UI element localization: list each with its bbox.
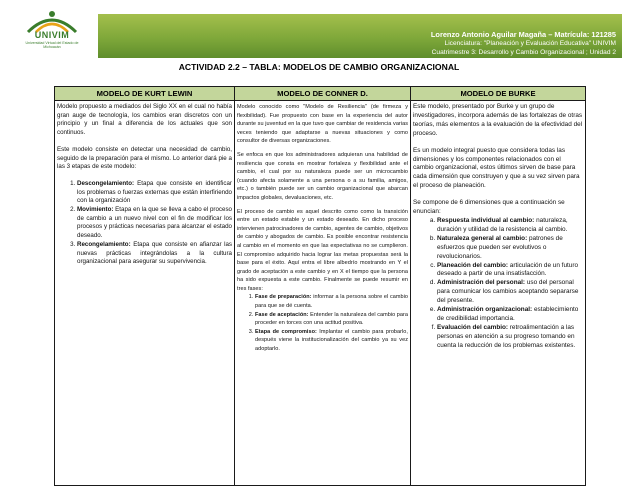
item-term: Movimiento:	[77, 206, 114, 214]
item-text: patrones de esfuerzos que pueden ser evolutivos o revolucionarios.	[437, 234, 563, 260]
item-text: retroalimentación a las personas en atención a su progreso tomando en cuenta la reducción de los problemas existentes.	[437, 323, 576, 349]
column-conner	[235, 87, 411, 485]
item-term: Administración organizacional:	[437, 306, 533, 314]
document-title: ACTIVIDAD 2.2 – TABLA: MODELOS DE CAMBIO ORGANIZACIONAL	[178, 62, 460, 72]
logo-subtitle: Universidad Virtual del Estado de Michoacán	[25, 41, 79, 49]
column-heading: MODELO DE BURKE	[411, 87, 585, 101]
paragraph: Se enfoca en que los administradores adquieran una habilidad de resiliencia que consta en mostrar fortaleza y flexibilidad ante el cambio, el cual por su naturaleza puede ser un microcambio (cuando afecta solamente a una persona o a su familia, amigos, etc.) o también puede ser un cambio organizacional que abarcan impactos globales, devaluaciones, etc.	[237, 151, 408, 201]
item-text: informar a la persona sobre el cambio para que se dé cuenta.	[255, 294, 408, 310]
column-heading: MODELO DE KURT LEWIN	[55, 87, 234, 101]
item-text: articulación de un futuro deseado a partir de una insatisfacción.	[437, 261, 579, 278]
item-text: uso del personal para comunicar los cambios aceptando separarse del presente.	[437, 279, 579, 305]
paragraph: Este modelo consiste en detectar una necesidad de cambio, seguido de la preparación para el mismo. Lo anterior dará pie a las 3 etapas de este modelo:	[57, 145, 232, 171]
list-item	[255, 311, 408, 328]
list-item	[77, 241, 232, 267]
header-banner	[98, 14, 622, 66]
logo-text: UNIVIM	[34, 30, 70, 40]
page-header	[0, 0, 638, 66]
item-text: Etapa en la que se lleva a cabo el proceso de cambio a un nuevo nivel con el fin de modificar los procesos y prácticas necesarias para alcanzar el estado deseado.	[77, 206, 232, 240]
item-text: Etapa que consiste en afianzar las nuevas prácticas integrándolas a la cultura organizacional para asegurar su supervivencia.	[77, 240, 232, 266]
item-term: Descongelamiento:	[77, 179, 135, 187]
list-item	[77, 206, 232, 241]
column-body	[411, 101, 585, 351]
item-term: Respuesta individual al cambio:	[437, 216, 535, 224]
term-line: Cuatrimestre 3: Desarrollo y Cambio Organizacional ; Unidad 2	[431, 49, 616, 57]
models-table	[54, 86, 586, 486]
list-item	[77, 180, 232, 206]
paragraph: Modelo conocido como "Modelo de Resiliencia" (de firmeza y flexibilidad). Fue propuesto con base en la experiencia del autor durante su juventud en la que tuvo que cambiar de residencia varias veces teniendo que adaptarse a nuevas situaciones y como consultor de diversas organizaciones.	[237, 104, 408, 145]
paragraph: El proceso de cambio es aquel descrito como como la transición entre un estado estable y un estado deseado. En dicho proceso intervienen patrocinadores de cambio, agentes de cambio, objetivos de cambio y abogados de cambio. Es posible encontrar resistencia al cambio en el momento en que las expectativas no se cumplieron. El compromiso adquirido hacia lograr las metas propuestas será la base para el éxito. Aquí entra el libre albedrío mostrando en Y el grado de aceptación a este cambio y en X el tiempo que la persona ha sido expuesta a este cambio. Finalmente se puede resumir en tres fases:	[237, 208, 408, 292]
column-lewin	[55, 87, 235, 485]
list-item	[437, 217, 583, 235]
item-term: Recongelamiento:	[77, 240, 131, 248]
item-term: Naturaleza general al cambio:	[437, 234, 528, 242]
university-logo	[22, 6, 82, 54]
phases-list	[237, 293, 408, 353]
paragraph: Modelo propuesto a mediados del Siglo XX en el cual no había gran auge de tecnología, los cambios eran discretos con un principio y un final a diferencia de los actuales que son continuos.	[57, 103, 232, 137]
list-item	[437, 235, 583, 262]
item-term: Evaluación del cambio:	[437, 323, 509, 331]
list-item	[437, 324, 583, 351]
list-item	[437, 262, 583, 280]
paragraph: Este modelo, presentado por Burke y un grupo de investigadores, incorpora además de las fortalezas de otras teorías, más elementos a la evaluación de la efectividad del proceso.	[413, 103, 583, 137]
list-item	[255, 328, 408, 354]
author-line: Lorenzo Antonio Aguilar Magaña – Matrícula: 121285	[430, 30, 616, 39]
item-term: Fase de aceptación:	[255, 311, 309, 318]
column-body	[235, 101, 410, 354]
list-item	[255, 293, 408, 310]
column-body	[55, 101, 234, 267]
item-term: Administración del personal:	[437, 279, 526, 287]
column-burke	[411, 87, 585, 485]
item-text: Implantar el cambio para probarlo, después viene la institucionalización del cambio ya su vez adoptarlo.	[255, 328, 408, 353]
subject-line: Licenciatura: "Planeación y Evaluación Educativa" UNIVIM	[444, 40, 616, 48]
item-term: Planeación del cambio:	[437, 261, 509, 269]
tutor-line: Tutor: Martha Delia Guillén Muñoz	[515, 58, 616, 66]
list-item	[437, 306, 583, 324]
list-item	[437, 279, 583, 306]
paragraph: Es un modelo integral puesto que considera todas las dimensiones y los componentes relacionados con el cambio organizacional, estos últimos sirven de base para cada dimensión que construyen y que a su vez sirven para el proceso de planeación.	[413, 146, 580, 190]
item-text: Entender la naturaleza del cambio para proceder en torces con una actitud positiva.	[255, 311, 409, 327]
stages-list	[57, 180, 232, 267]
item-text: Etapa que consiste en identificar los problemas o fuerzas externas que están interfiriendo con la organización	[77, 179, 232, 205]
column-heading: MODELO DE CONNER D.	[235, 87, 410, 101]
paragraph: Se compone de 6 dimensiones que a continuación se enuncian:	[413, 199, 565, 216]
item-term: Fase de preparación:	[255, 294, 312, 301]
item-text: naturaleza, duración y utilidad de la resistencia al cambio.	[437, 216, 568, 233]
item-term: Etapa de compromiso:	[255, 328, 317, 335]
item-text: establecimiento de credibilidad importancia.	[437, 306, 579, 322]
dimensions-list	[413, 217, 583, 351]
